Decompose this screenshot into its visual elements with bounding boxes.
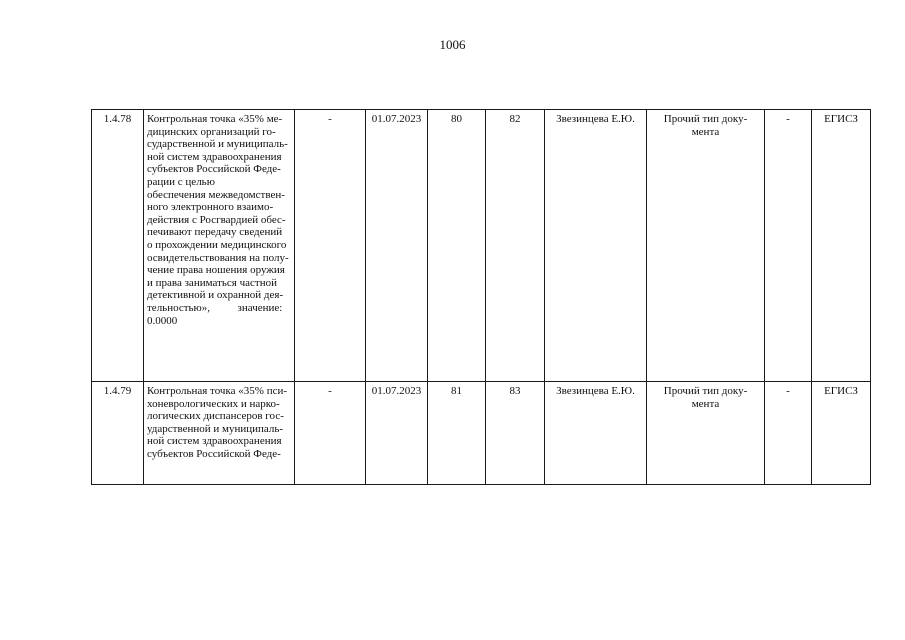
- row-document-type: Прочий тип доку- мента: [647, 110, 765, 382]
- row-dash: -: [295, 110, 366, 382]
- row-number-2: 82: [486, 110, 545, 382]
- row-system: ЕГИСЗ: [812, 382, 871, 485]
- row-responsible: Звезинцева Е.Ю.: [545, 110, 647, 382]
- row-date: 01.07.2023: [366, 382, 428, 485]
- row-dash-2: -: [765, 382, 812, 485]
- row-description: Контрольная точка «35% пси- хоневрологических и нарко- логических диспансеров гос- ударственной и муниципаль- ной систем здравоохранения субъектов Российской Феде-: [144, 382, 295, 485]
- row-dash: -: [295, 382, 366, 485]
- table-row: [92, 110, 871, 382]
- table-row: [92, 382, 871, 485]
- row-dash-2: -: [765, 110, 812, 382]
- page-number: 1006: [439, 37, 466, 52]
- row-date: 01.07.2023: [366, 110, 428, 382]
- row-number-2: 83: [486, 382, 545, 485]
- row-number-1: 80: [428, 110, 486, 382]
- row-number-1: 81: [428, 382, 486, 485]
- row-id: 1.4.79: [92, 382, 144, 485]
- row-id: 1.4.78: [92, 110, 144, 382]
- document-table: [91, 109, 871, 485]
- row-responsible: Звезинцева Е.Ю.: [545, 382, 647, 485]
- row-description: Контрольная точка «35% ме- дицинских организаций го- сударственной и муниципаль- ной систем здравоохранения субъектов Российской Феде- рации с целью обеспечения межведомствен- ного электронного взаимо- действия с Росгвардией обес- печивают передачу сведений о прохождении медицинского освидетельствования на полу- чение права ношения оружия и права заниматься частной детективной и охранной дея- тельностью», значение: 0.0000: [144, 110, 295, 382]
- row-document-type: Прочий тип доку- мента: [647, 382, 765, 485]
- row-system: ЕГИСЗ: [812, 110, 871, 382]
